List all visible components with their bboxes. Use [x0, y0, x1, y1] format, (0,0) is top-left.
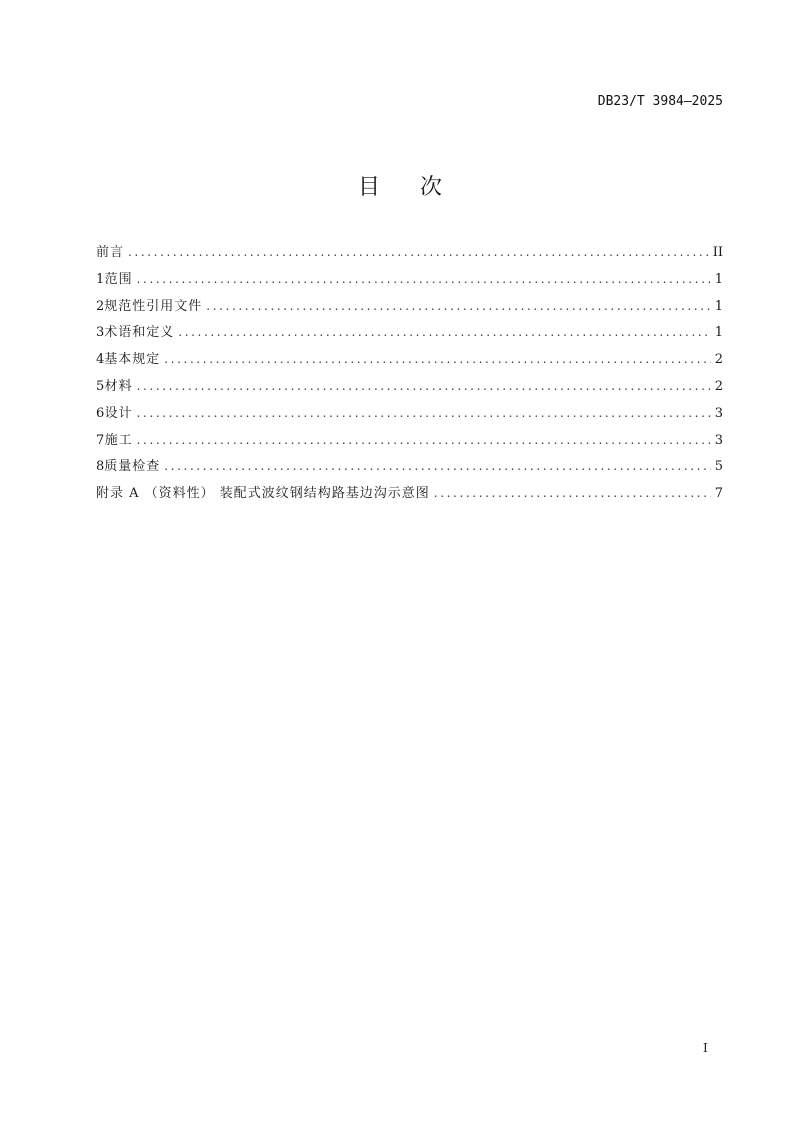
- toc-entry-label: 施工: [104, 432, 133, 448]
- toc-entry-number: 8: [96, 459, 105, 475]
- toc-entry-label: 规范性引用文件: [104, 298, 203, 314]
- toc-entry-page: 7: [714, 486, 723, 502]
- toc-entry-number: 2: [96, 298, 105, 314]
- toc-entry-page: 5: [714, 459, 723, 475]
- toc-entry-page: II: [712, 245, 723, 260]
- toc-entry-page: 2: [714, 352, 723, 368]
- toc-entry-page: 3: [714, 405, 723, 421]
- toc-entry-label: 材料: [104, 378, 133, 394]
- toc-entry-number: 1: [96, 271, 105, 287]
- toc-entry-page: 1: [714, 298, 723, 314]
- dot-leader: [206, 295, 710, 317]
- toc-entry-number: 3: [96, 325, 105, 341]
- page-number: I: [703, 1041, 708, 1055]
- toc-entry-construction[interactable]: [96, 429, 723, 456]
- toc-entry-label: 术语和定义: [104, 325, 175, 341]
- dot-leader: [137, 429, 711, 451]
- title-char-2: 次: [420, 175, 443, 200]
- toc-entry-label: 设计: [104, 405, 133, 421]
- toc-entry-foreword[interactable]: [96, 241, 723, 268]
- toc-entry-number: 6: [96, 405, 105, 421]
- dot-leader: [137, 402, 711, 424]
- toc-entry-label: 质量检查: [104, 459, 161, 475]
- dot-leader: [434, 482, 711, 504]
- toc-entry-number: 4: [96, 352, 105, 368]
- dot-leader: [137, 375, 711, 397]
- dot-leader: [178, 321, 710, 343]
- toc-entry-number: 5: [96, 378, 105, 394]
- toc-entry-page: 3: [714, 432, 723, 448]
- toc-entry-normative-references[interactable]: [96, 295, 723, 322]
- toc-entry-scope[interactable]: [96, 268, 723, 295]
- toc-entry-basic-requirements[interactable]: [96, 348, 723, 375]
- dot-leader: [164, 455, 710, 477]
- toc-entry-label: 前言: [96, 245, 125, 260]
- standard-code: DB23/T 3984—2025: [597, 94, 723, 109]
- toc-entry-number: 7: [96, 432, 105, 448]
- dot-leader: [164, 348, 710, 370]
- toc-entry-quality-inspection[interactable]: [96, 455, 723, 482]
- table-of-contents: [96, 241, 723, 509]
- toc-entry-design[interactable]: [96, 402, 723, 429]
- toc-entry-page: 2: [714, 378, 723, 394]
- toc-entry-materials[interactable]: [96, 375, 723, 402]
- toc-entry-terms-definitions[interactable]: [96, 321, 723, 348]
- toc-entry-label: 范围: [104, 271, 133, 287]
- title-char-1: 目: [357, 175, 380, 200]
- toc-entry-page: 1: [714, 325, 723, 341]
- page-title: [0, 170, 800, 201]
- toc-entry-page: 1: [714, 271, 723, 287]
- toc-entry-label: 基本规定: [104, 352, 161, 368]
- dot-leader: [128, 241, 709, 263]
- dot-leader: [137, 268, 711, 290]
- toc-entry-appendix-a[interactable]: [96, 482, 723, 509]
- toc-entry-label: 附录 A （资料性） 装配式波纹钢结构路基边沟示意图: [96, 486, 430, 502]
